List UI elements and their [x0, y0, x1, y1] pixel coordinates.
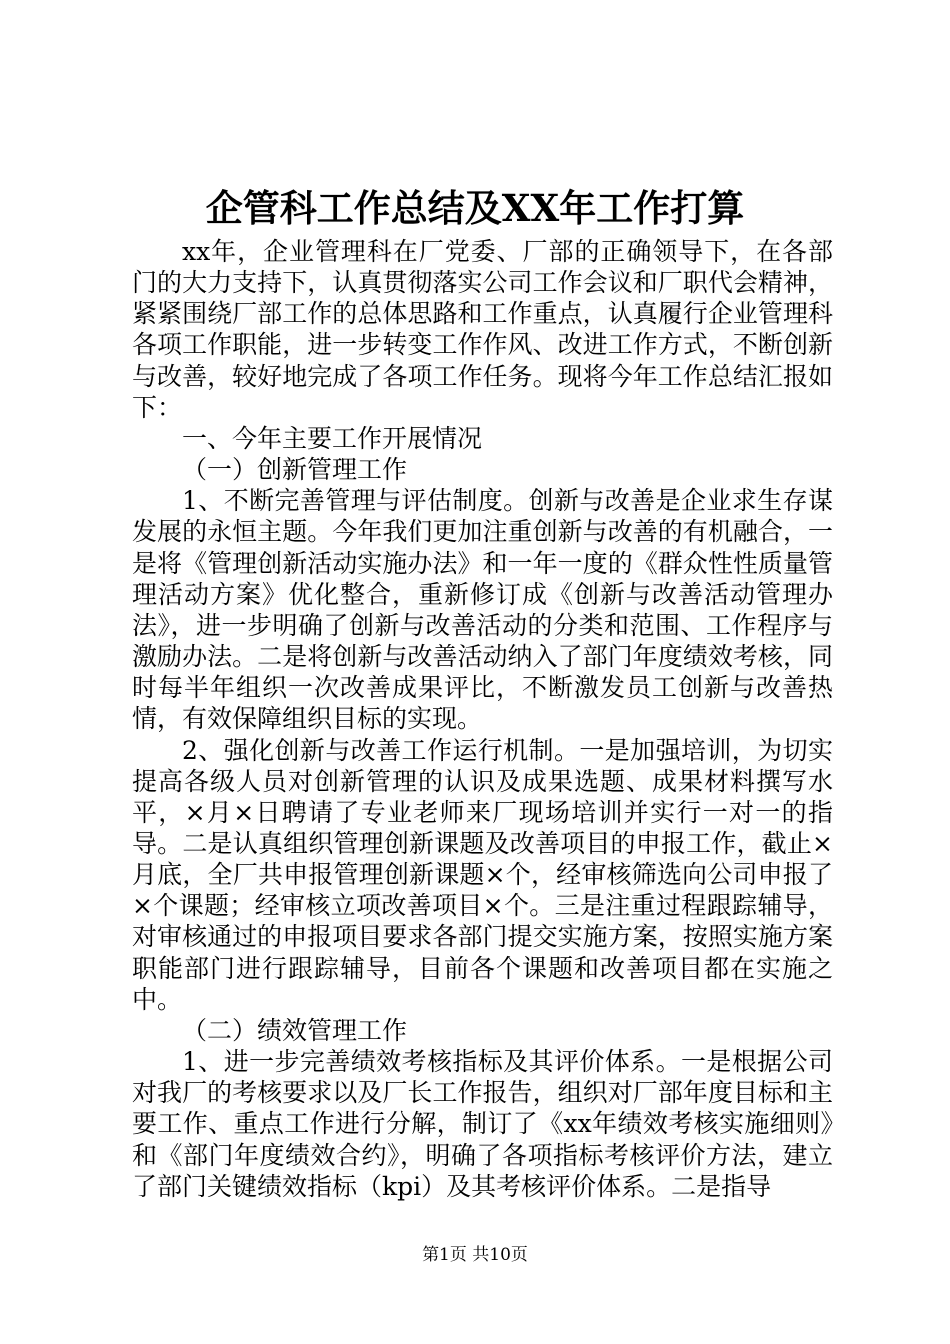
document-body — [132, 236, 833, 1202]
section-heading-1: 一、今年主要工作开展情况 — [182, 423, 483, 453]
document-title: 企管科工作总结及XX年工作打算 — [205, 186, 745, 230]
body-paragraph: 1、不断完善管理与评估制度。创新与改善是企业求生存谋发展的永恒主题。今年我们更加注重创新与改善的有机融合，一是将《管理创新活动实施办法》和一年一度的《群众性性质量管理活动方案》优化整合，重新修订成《创新与改善活动管理办法》，进一步明确了创新与改善活动的分类和范围、工作程序与激励办法。二是将创新与改善活动纳入了部门年度绩效考核，同时每半年组织一次改善成果评比，不断激发员工创新与改善热情，有效保障组织目标的实现。 — [132, 486, 833, 734]
page-number: 第1页 共10页 — [422, 1245, 528, 1265]
body-paragraph: 2、强化创新与改善工作运行机制。一是加强培训，为切实提高各级人员对创新管理的认识及成果选题、成果材料撰写水平，×月×日聘请了专业老师来厂现场培训并实行一对一的指导。二是认真组织管理创新课题及改善项目的申报工作，截止×月底，全厂共申报管理创新课题×个，经审核筛选向公司申报了×个课题；经审核立项改善项目×个。三是注重过程跟踪辅导，对审核通过的申报项目要求各部门提交实施方案，按照实施方案职能部门进行跟踪辅导，目前各个课题和改善项目都在实施之中。 — [132, 735, 833, 1014]
subsection-heading-1: （一）创新管理工作 — [182, 455, 408, 485]
intro-paragraph: xx年，企业管理科在厂党委、厂部的正确领导下，在各部门的大力支持下，认真贯彻落实公司工作会议和厂职代会精神，紧紧围绕厂部工作的总体思路和工作重点，认真履行企业管理科各项工作职能，进一步转变工作作风、改进工作方式，不断创新与改善，较好地完成了各项工作任务。现将今年工作总结汇报如下： — [132, 237, 833, 422]
body-paragraph: 1、进一步完善绩效考核指标及其评价体系。一是根据公司对我厂的考核要求以及厂长工作报告，组织对厂部年度目标和主要工作、重点工作进行分解，制订了《xx年绩效考核实施细则》和《部门年度绩效合约》，明确了各项指标考核评价方法，建立了部门关键绩效指标（kpi）及其考核评价体系。二是指导 — [132, 1047, 833, 1201]
subsection-heading-2: （二）绩效管理工作 — [182, 1015, 408, 1045]
